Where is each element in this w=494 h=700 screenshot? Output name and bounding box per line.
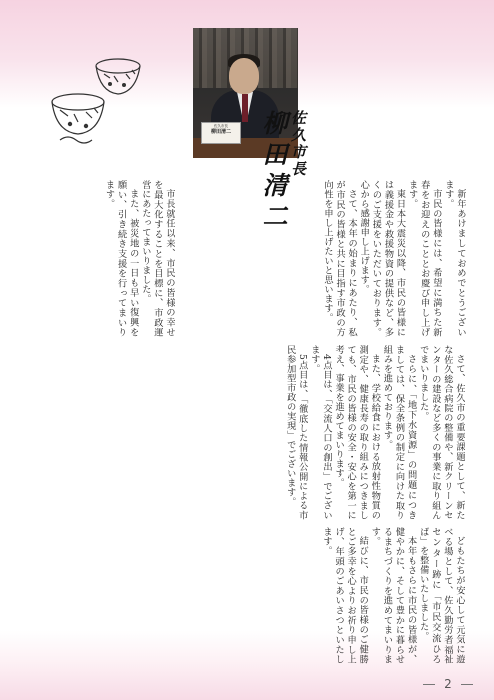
paragraph: さらに、「地下水資源」の問題につきましては、保全条例の制定に向けた取り組みを進めております。: [381, 345, 417, 520]
paragraph: また、学校給食における放射性物質の測定や、健康長寿の取り組みにつきましても、市民の皆様の安全・安心を第一に考え、事業を進めてまいります。: [333, 345, 381, 520]
role-title: 佐久市長: [289, 110, 307, 178]
paragraph: 本年もさらに市民の皆様が、健やかに、そして豊かに暮らせるまちづくりを進めてまいります。: [369, 527, 417, 664]
paragraph: さて、佐久市の重要課題として、新たな佐久総合病院の整備や、新クリーンセンターの建設など多くの事業に取り組んでまいりました。: [417, 345, 465, 520]
paragraph: 市長就任以来、市民の皆様の幸せを最大化することを目標に、市政運営にあたってまいりました。: [139, 180, 175, 337]
nameplate-name: 柳田清二: [210, 129, 231, 135]
article-column-top-left: [20, 180, 175, 337]
paragraph: 4点目は、「交流人口の創出」でございます。: [308, 345, 332, 520]
article-column-bottom: [20, 527, 465, 664]
desk-nameplate: [201, 122, 241, 144]
paragraph: 新年あけましておめでとうございます。: [442, 180, 466, 337]
decorative-tea-bowls-illustration: [30, 40, 160, 160]
article-column-top-right: [286, 180, 466, 337]
tie: [242, 94, 248, 122]
face: [229, 58, 259, 94]
page-number-dash-left: [423, 684, 435, 685]
paragraph: また、被災地の一日も早い復興を願い、引き続き支援を行ってまいります。: [103, 180, 139, 337]
paragraph: 5点目は、「徹底した情報公開による市民参加型市政の実現」でございます。: [284, 345, 308, 520]
nameplate-title: 佐久市長: [214, 124, 228, 128]
page-number-dash-right: [461, 684, 473, 685]
paragraph: 市民の皆様には、希望に満ちた新春をお迎えのこととお慶び申し上げます。: [406, 180, 442, 337]
mayor-name-title: 柳田清二: [259, 110, 288, 234]
page-number-text: 2: [444, 677, 452, 691]
article-column-middle: [20, 345, 465, 520]
paragraph: 東日本大震災以降、市民の皆様には義援金や救援物資の提供など、多くのご支援をいただいております。心から感謝申し上げます。: [358, 180, 406, 337]
paragraph: さて、本年の始まりにあたり、私が市民の皆様と共に目指す市政の方向性を申し上げたいと思います。: [321, 180, 358, 337]
page-number: [423, 677, 473, 691]
paragraph: どもたちが安心して元気に遊べる場として、佐久勤労者福祉センター跡に「市民交流ひろば」を整備いたしました。: [417, 527, 465, 664]
paragraph: 結びに、市民の皆様のご健勝とご多幸を心よりお祈り申し上げ、年頭のごあいさつといたします。: [320, 527, 369, 664]
